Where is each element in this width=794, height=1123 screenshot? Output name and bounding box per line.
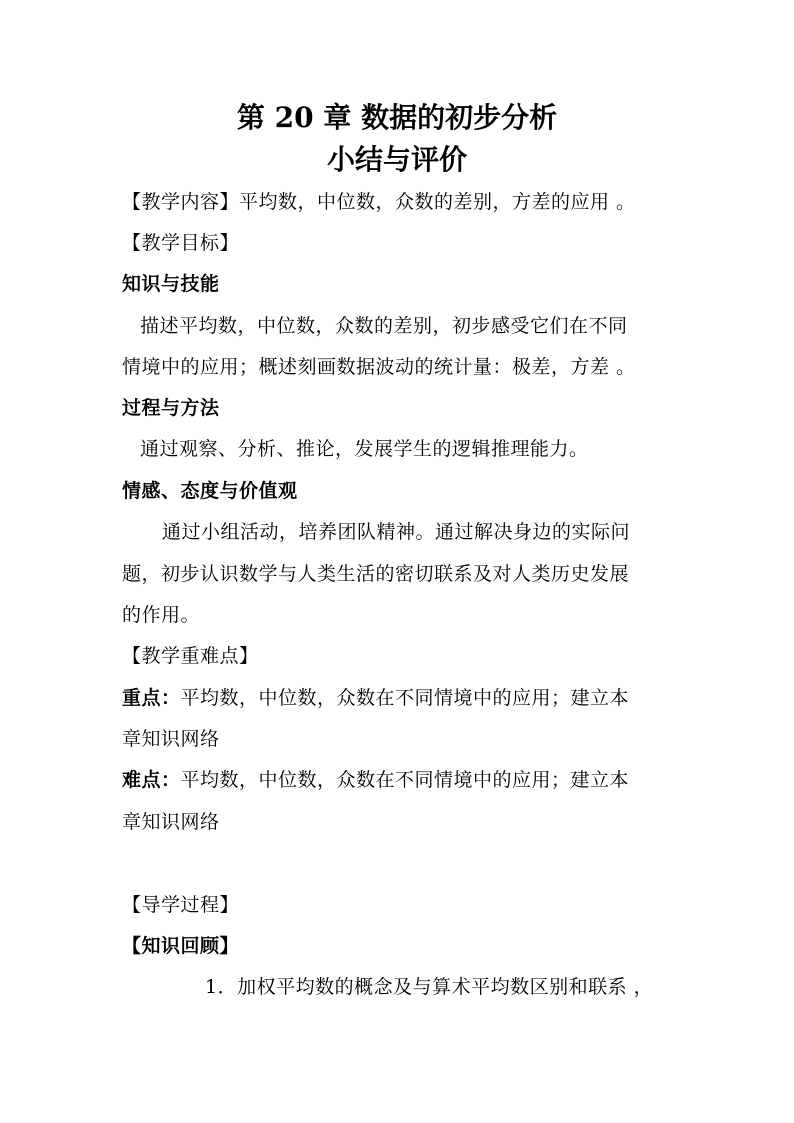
emotion-heading: 情感、态度与价值观 (122, 480, 298, 502)
guide-heading: 【导学过程】 (122, 894, 240, 916)
emotion-line-1: 通过小组活动，培养团队精神。通过解决身边的实际问 (162, 521, 631, 543)
difficult-point-text: 平均数，中位数，众数在不同情境中的应用；建立本 (180, 769, 630, 791)
document-title: 第 20 章 数据的初步分析 (236, 101, 558, 134)
key-point-label: 重点： (122, 687, 181, 709)
teaching-content: 【教学内容】平均数，中位数，众数的差别，方差的应用 。 (122, 191, 636, 213)
document-subtitle: 小结与评价 (326, 143, 467, 176)
emotion-line-3: 的作用。 (122, 604, 201, 626)
difficult-point-line-2: 章知识网络 (122, 811, 220, 833)
key-point-text: 平均数，中位数，众数在不同情境中的应用；建立本 (180, 687, 630, 709)
key-point-line-2: 章知识网络 (122, 728, 220, 750)
difficult-point-label: 难点： (122, 769, 181, 791)
key-point-line-1 (122, 683, 682, 713)
knowledge-heading: 知识与技能 (122, 273, 220, 295)
knowledge-line-1: 描述平均数，中位数，众数的差别，初步感受它们在不同 (140, 315, 628, 337)
emotion-line-2: 题，初步认识数学与人类生活的密切联系及对人类历史发展 (122, 563, 630, 585)
difficult-point-line-1 (122, 765, 682, 795)
knowledge-line-2: 情境中的应用；概述刻画数据波动的统计量：极差，方差 。 (122, 356, 636, 378)
key-points-heading: 【教学重难点】 (122, 645, 259, 667)
teaching-goals-heading: 【教学目标】 (122, 232, 240, 254)
process-heading: 过程与方法 (122, 397, 220, 419)
review-heading: 【知识回顾】 (122, 935, 240, 957)
review-item-1: 1．加权平均数的概念及与算术平均数区别和联系 ， (205, 976, 654, 998)
process-line-1: 通过观察、分析、推论，发展学生的逻辑推理能力。 (140, 438, 589, 460)
